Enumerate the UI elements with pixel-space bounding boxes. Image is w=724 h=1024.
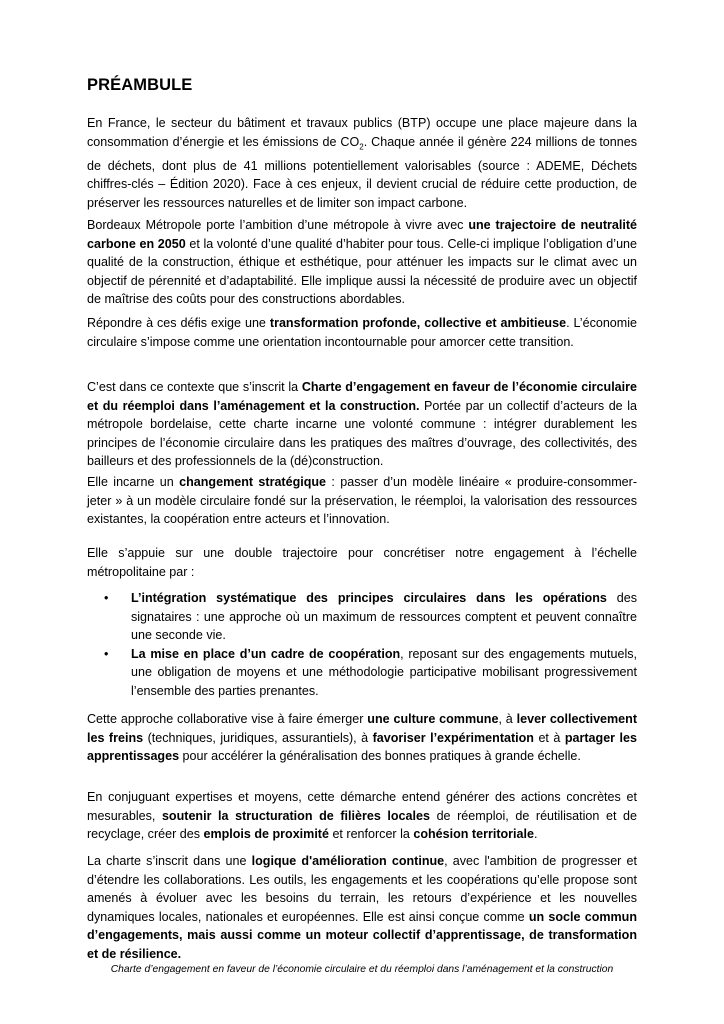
paragraph-charter-context: C’est dans ce contexte que s’inscrit la Charte d’engagement en faveur de l’économie circulaire et du réemploi dans l’aménagement et la construction. Portée par un collectif d’acteurs de la métropole bordelaise, cette charte incarne une volonté commune : intégrer durablement les principes de l’économie circulaire dans les pratiques des maîtres d’ouvrage, des collectivités, des bailleurs et des professionnels de la (dé)construction.: [87, 380, 638, 469]
page-title: PRÉAMBULE: [87, 76, 193, 94]
list-item: • L’intégration systématique des principes circulaires dans les opérations des signataires : une approche où un maximum de ressources comptent et peuvent connaître une seconde vie.: [104, 591, 637, 643]
paragraph-ambition: Bordeaux Métropole porte l’ambition d’une métropole à vivre avec une trajectoire de neutralité carbone en 2050 et la volonté d’une qualité d’habiter pour tous. Celle-ci implique l’obligation d’une qualité de la construction, éthique et esthétique, pour atténuer les impacts sur le climat avec un objectif de pérennité et d’adaptabilité. Elle implique aussi la nécessité de produire avec un objectif de maîtrise des coûts pour des constructions abordables.: [87, 218, 638, 307]
paragraph-context: En France, le secteur du bâtiment et travaux publics (BTP) occupe une place majeure dans la consommation d’énergie et les émissions de $CO_2$. Chaque année il génère 224 millions de tonnes de déchets, dont plus de 41 millions potentiellement valorisables (source : ADEME, Déchets chiffres-clés – Édition 2020). Face à ces enjeux, il devient crucial de réduire cette production, de préserver les ressources naturelles et de limiter son impact carbone.: [87, 116, 637, 210]
list-item: • La mise en place d’un cadre de coopération, reposant sur des engagements mutuels, une obligation de moyens et une méthodologie participative mobilisant progressivement l’ensemble des parties prenantes.: [104, 646, 637, 698]
page-footer: Charte d’engagement en faveur de l’économie circulaire et du réemploi dans l’aménagement et la construction: [110, 964, 614, 975]
paragraph-continuous-improvement: La charte s’inscrit dans une logique d'amélioration continue, avec l'ambition de progresser et d’étendre les collaborations. Les outils, les engagements et les coopérations qu’elle propose sont amenés à évoluer avec les besoins du terrain, les retours d’expérience et les nouvelles dynamiques locales, nationales et européennes. Elle est ainsi conçue comme un socle commun d’engagements, mais aussi comme un moteur collectif d’apprentissage, de transformation et de résilience.: [87, 854, 637, 961]
trajectory-list: [87, 589, 637, 701]
bullet-icon: •: [104, 646, 109, 661]
paragraph-challenges: Répondre à ces défis exige une transformation profonde, collective et ambitieuse. L’économie circulaire s’impose comme une orientation incontournable pour amorcer cette transition.: [87, 316, 637, 349]
paragraph-double-trajectory: Elle s’appuie sur une double trajectoire pour concrétiser notre engagement à l’échelle métropolitaine par :: [87, 546, 637, 579]
bullet-icon: •: [104, 591, 109, 605]
paragraph-strategic-change: Elle incarne un changement stratégique : passer d’un modèle linéaire « produire-consommer-jeter » à un modèle circulaire fondé sur la préservation, le réemploi, la valorisation des ressources existantes, la coopération entre acteurs et l’innovation.: [87, 475, 637, 527]
paragraph-expertise: En conjuguant expertises et moyens, cette démarche entend générer des actions concrètes et mesurables, soutenir la structuration de filières locales de réemploi, de réutilisation et de recyclage, créer des emplois de proximité et renforcer la cohésion territoriale.: [87, 790, 637, 842]
paragraph-collaborative-approach: Cette approche collaborative vise à faire émerger une culture commune, à lever collectivement les freins (techniques, juridiques, assurantiels), à favoriser l’expérimentation et à partager les apprentissages pour accélérer la généralisation des bonnes pratiques à grande échelle.: [87, 712, 637, 764]
